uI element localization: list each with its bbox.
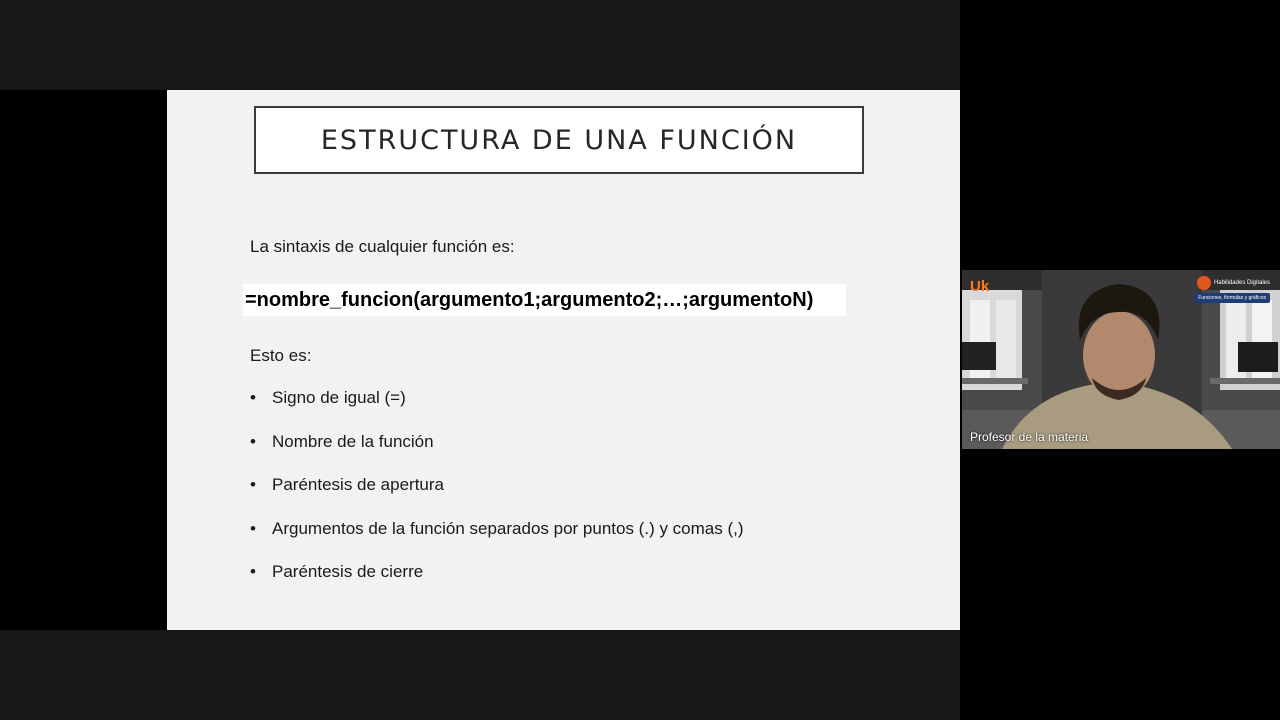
function-syntax: =nombre_funcion(argumento1;argumento2;…;argumentoN) [245,288,814,311]
bullet-list [250,388,744,606]
bottom-letterbox [0,630,960,720]
slide-title-box [254,106,864,174]
slide-title: ESTRUCTURA DE UNA FUNCIÓN [320,124,798,156]
list-item [250,562,744,606]
presentation-slide [167,90,960,630]
list-item [250,519,744,563]
brand-subtitle: Funciones, fórmulas y gráficos [1194,293,1270,303]
bullet-icon: • [250,562,256,581]
top-letterbox [0,0,960,90]
bullet-text: Argumentos de la función separados por puntos (.) y comas (,) [272,518,744,538]
bullet-icon: • [250,475,256,494]
course-brand-overlay [1194,276,1270,310]
uk-logo: Uk [970,278,990,295]
bullet-text: Paréntesis de apertura [272,475,444,494]
bullet-icon: • [250,518,256,538]
list-item [250,388,744,432]
bullet-text: Signo de igual (=) [272,388,406,407]
bullet-text: Paréntesis de cierre [272,562,424,581]
bullet-icon: • [250,431,256,451]
list-item [250,475,744,519]
participant-video-tile[interactable] [962,270,1280,449]
syntax-highlight [243,284,846,316]
brand-logo-icon [1197,276,1211,290]
bullet-icon: • [250,388,256,407]
bullet-text: Nombre de la función [272,431,434,451]
slide-intro-text: La sintaxis de cualquier función es: [250,237,515,256]
esto-es-label: Esto es: [250,346,312,365]
list-item [250,432,744,476]
brand-title: Habilidades Digitales [1213,280,1270,286]
participant-name-label: Profesor de la materia [970,430,1089,444]
